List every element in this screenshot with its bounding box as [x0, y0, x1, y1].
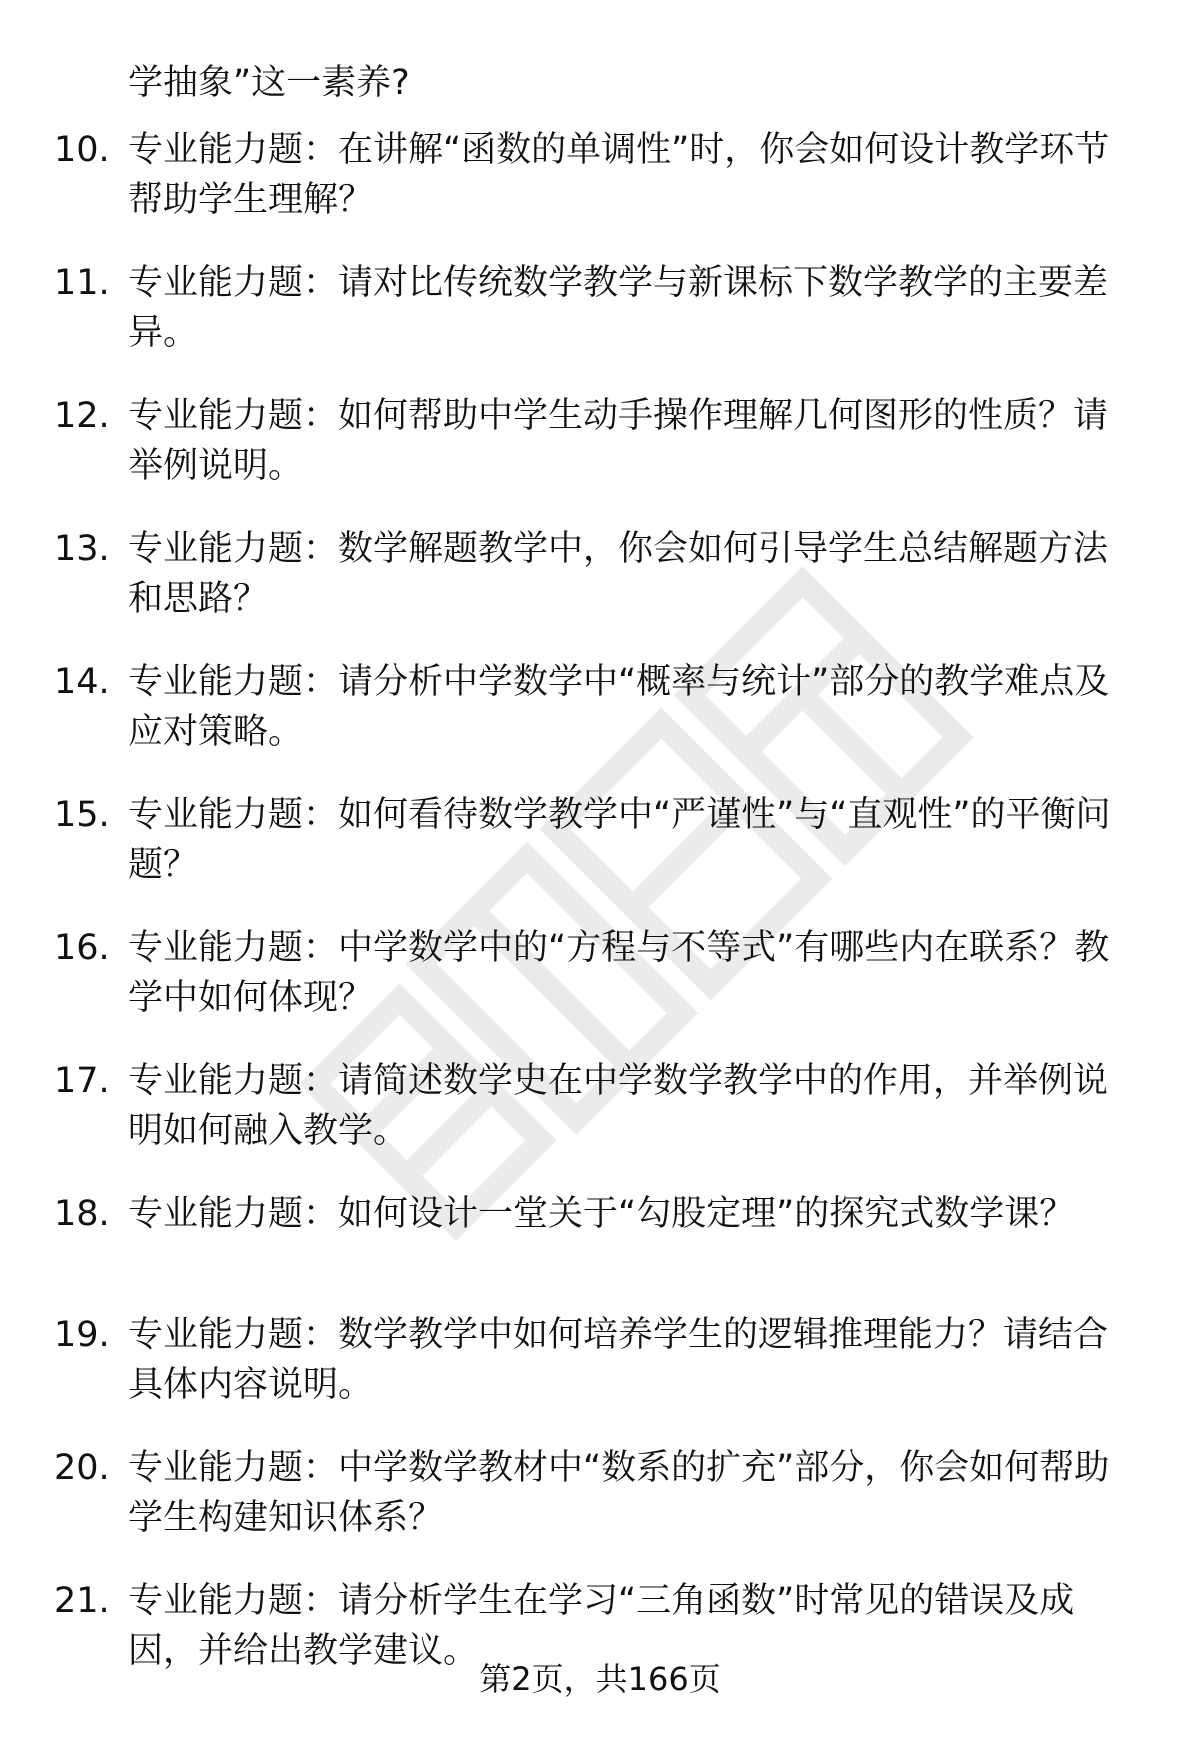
question-item [0, 1443, 1200, 1576]
question-item [0, 125, 1200, 258]
question-item [0, 1310, 1200, 1443]
question-list [0, 125, 1200, 1709]
question-text: 专业能力题：请分析学生在学习“三角函数”时常见的错误及成因，并给出教学建议。 [128, 1581, 1075, 1671]
question-text: 专业能力题：如何看待数学教学中“严谨性”与“直观性”的平衡问题？ [128, 795, 1111, 885]
question-number: 14. [54, 662, 110, 702]
question-item [0, 1056, 1200, 1189]
question-text: 专业能力题：请简述数学史在中学数学教学中的作用，并举例说明如何融入教学。 [128, 1061, 1109, 1151]
question-number: 18. [54, 1194, 110, 1234]
question-number: 10. [54, 130, 110, 170]
question-text: 专业能力题：数学教学中如何培养学生的逻辑推理能力？请结合具体内容说明。 [128, 1315, 1109, 1405]
question-item [0, 524, 1200, 657]
question-text: 专业能力题：中学数学教材中“数系的扩充”部分，你会如何帮助学生构建知识体系？ [128, 1448, 1110, 1538]
question-item [0, 258, 1200, 391]
page-footer: 第2页，共166页 [479, 1660, 721, 1698]
question-text: 专业能力题：如何帮助中学生动手操作理解几何图形的性质？请举例说明。 [128, 396, 1109, 486]
question-item [0, 1189, 1200, 1310]
question-number: 21. [54, 1581, 110, 1621]
question-item [0, 391, 1200, 524]
question-number: 16. [54, 928, 110, 968]
question-number: 17. [54, 1061, 110, 1101]
question-item [0, 657, 1200, 790]
question-text: 专业能力题：请分析中学数学中“概率与统计”部分的教学难点及应对策略。 [128, 662, 1110, 752]
question-number: 19. [54, 1315, 110, 1355]
question-text: 专业能力题：请对比传统数学教学与新课标下数学教学的主要差异。 [128, 263, 1109, 353]
continuation-text: 学抽象”这一素养? [128, 63, 410, 103]
question-number: 15. [54, 795, 110, 835]
question-text: 专业能力题：如何设计一堂关于“勾股定理”的探究式数学课？ [128, 1194, 1075, 1234]
question-number: 20. [54, 1448, 110, 1488]
question-text: 专业能力题：在讲解“函数的单调性”时，你会如何设计教学环节帮助学生理解？ [128, 130, 1110, 220]
question-text: 专业能力题：数学解题教学中，你会如何引导学生总结解题方法和思路？ [128, 529, 1109, 619]
question-text: 专业能力题：中学数学中的“方程与不等式”有哪些内在联系？教学中如何体现？ [128, 928, 1110, 1018]
question-item [0, 923, 1200, 1056]
question-number: 13. [54, 529, 110, 569]
question-number: 11. [54, 263, 110, 303]
question-item [0, 790, 1200, 923]
question-number: 12. [54, 396, 110, 436]
